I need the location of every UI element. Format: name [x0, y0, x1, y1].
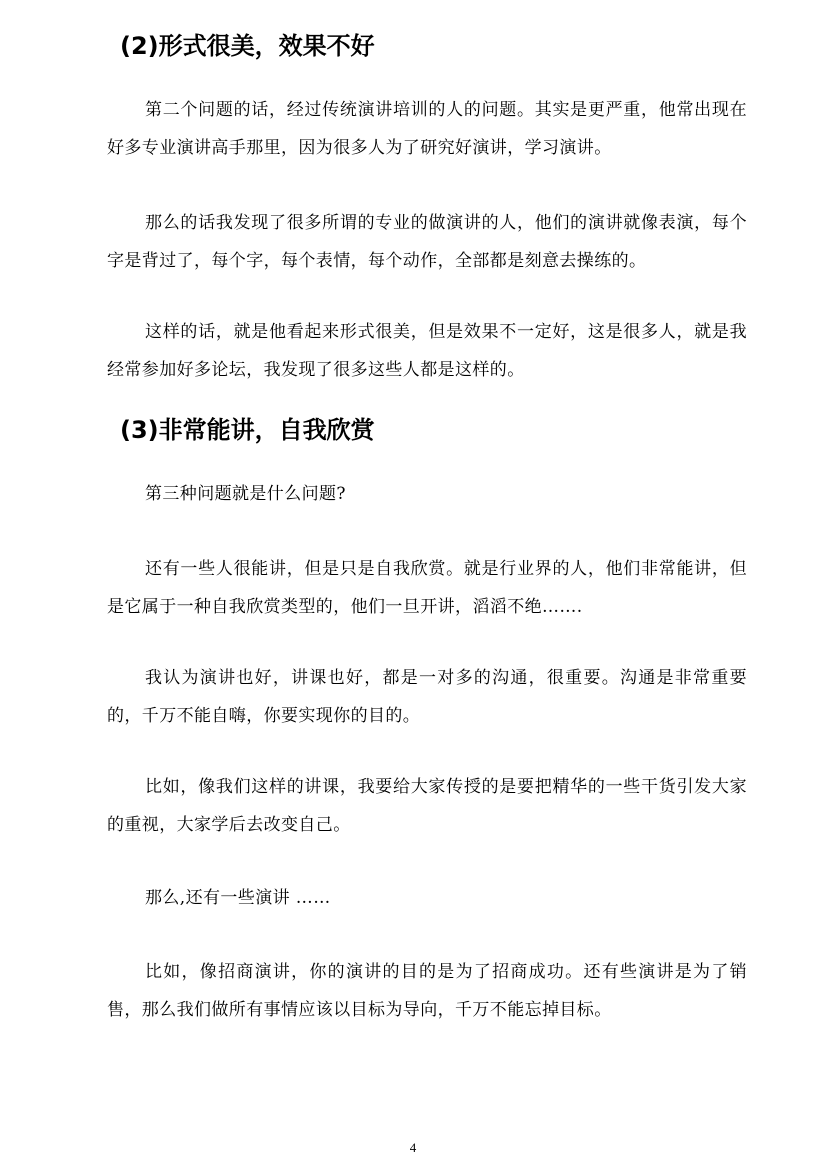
- paragraph: 我认为演讲也好，讲课也好，都是一对多的沟通，很重要。沟通是非常重要的，千万不能自嗨，你要实现你的目的。: [107, 668, 747, 726]
- paragraph: 还有一些人很能讲，但是只是自我欣赏。就是行业界的人，他们非常能讲，但是它属于一种自我欣赏类型的，他们一旦开讲，滔滔不绝…….: [107, 559, 747, 617]
- paragraph: 那么的话我发现了很多所谓的专业的做演讲的人，他们的演讲就像表演，每个字是背过了，每个字，每个表情，每个动作，全部都是刻意去操练的。: [107, 213, 747, 271]
- paragraph: 第二个问题的话，经过传统演讲培训的人的问题。其实是更严重，他常出现在好多专业演讲高手那里，因为很多人为了研究好演讲，学习演讲。: [107, 100, 747, 158]
- paragraph: 比如，像我们这样的讲课，我要给大家传授的是要把精华的一些干货引发大家的重视，大家学后去改变自己。: [107, 777, 747, 835]
- section-heading-3: (3)非常能讲，自我欣赏: [120, 416, 375, 444]
- page-number: 4: [409, 1140, 417, 1155]
- section-heading-2: (2)形式很美，效果不好: [120, 32, 375, 60]
- paragraph: 比如，像招商演讲，你的演讲的目的是为了招商成功。还有些演讲是为了销售，那么我们做所有事情应该以目标为导向，千万不能忘掉目标。: [107, 962, 747, 1020]
- paragraph: 这样的话，就是他看起来形式很美，但是效果不一定好，这是很多人，就是我经常参加好多论坛，我发现了很多这些人都是这样的。: [107, 322, 747, 380]
- paragraph: 那么,还有一些演讲 ……: [145, 888, 331, 908]
- paragraph: 第三种问题就是什么问题?: [145, 484, 346, 504]
